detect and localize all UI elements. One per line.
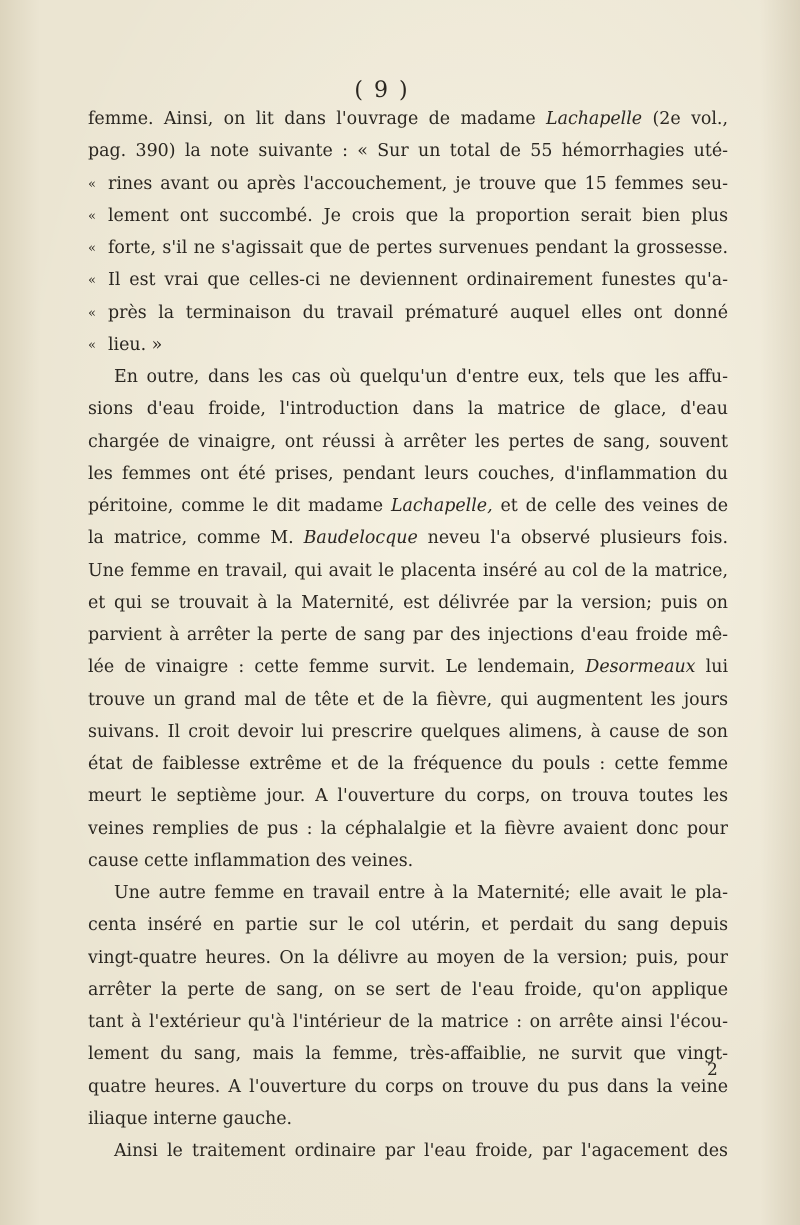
- text-run: les femmes ont été prises, pendant leurs couches, d'inflammation du: [88, 463, 728, 484]
- text-run: lement du sang, mais la femme, très-affaiblie, ne survit que vingt-: [88, 1044, 728, 1065]
- text-run: lement ont succombé. Je crois que la proportion serait bien plus: [108, 205, 728, 226]
- text-run: (2e vol.,: [642, 109, 728, 129]
- italic-name: Lachapelle: [546, 109, 643, 129]
- text-run: parvient à arrêter la perte de sang par des injections d'eau froide mê-: [88, 625, 728, 645]
- quote-mark: «: [88, 241, 96, 256]
- text-run: vingt-quatre heures. On la délivre au moyen de la version; puis, pour: [88, 947, 728, 968]
- text-line: [88, 103, 728, 135]
- text-line: [88, 780, 728, 812]
- text-line: [88, 716, 728, 748]
- text-line: [88, 426, 728, 458]
- text-line: [88, 845, 728, 877]
- quote-mark: «: [88, 305, 96, 321]
- text-line: [88, 329, 728, 361]
- text-run: et de celle des veines de: [492, 496, 728, 516]
- text-line: [88, 393, 728, 425]
- text-run: chargée de vinaigre, ont réussi à arrêter les pertes de sang, souvent: [88, 431, 728, 452]
- italic-name: Lachapelle,: [391, 496, 493, 516]
- quote-mark: «: [88, 208, 96, 224]
- text-line: [88, 522, 728, 554]
- text-line: [88, 813, 728, 845]
- text-run: meurt le septième jour. A l'ouverture du corps, on trouva toutes les: [88, 786, 728, 807]
- quote-mark: «: [88, 176, 96, 192]
- text-line: [88, 490, 728, 522]
- italic-name: Baudelocque: [303, 528, 418, 549]
- text-run: neveu l'a observé plusieurs fois.: [417, 528, 728, 549]
- text-run: Il est vrai que celles-ci ne deviennent ordinairement funestes qu'a-: [108, 270, 728, 291]
- text-run: et qui se trouvait à la Maternité, est délivrée par la version; puis on: [88, 592, 728, 613]
- text-line: [88, 909, 728, 941]
- text-line: [88, 555, 728, 587]
- text-run: état de faiblesse extrême et de la fréquence du pouls : cette femme: [88, 754, 728, 774]
- text-run: Ainsi le traitement ordinaire par l'eau froide, par l'agacement des: [114, 1141, 728, 1161]
- text-run: sions d'eau froide, l'introduction dans la matrice de glace, d'eau: [88, 399, 728, 420]
- text-line: [88, 361, 728, 393]
- text-run: quatre heures. A l'ouverture du corps on trouve du pus dans la veine: [88, 1076, 728, 1097]
- text-line: [88, 135, 728, 167]
- text-line: [88, 684, 728, 716]
- text-line: [88, 168, 728, 200]
- text-line: [88, 1006, 728, 1038]
- text-run: péritoine, comme le dit madame: [88, 496, 391, 516]
- text-run: Une autre femme en travail entre à la Maternité; elle avait le pla-: [114, 883, 728, 903]
- text-run: En outre, dans les cas où quelqu'un d'entre eux, tels que les affu-: [114, 367, 728, 387]
- page-number: ( 9 ): [354, 78, 410, 103]
- text-run: cause cette inflammation des veines.: [88, 850, 414, 871]
- text-line: [88, 1103, 728, 1135]
- text-line: [88, 619, 728, 651]
- text-run: femme. Ainsi, on lit dans l'ouvrage de madame: [88, 109, 547, 129]
- text-line: [88, 748, 728, 780]
- italic-name: Desormeaux: [585, 657, 696, 678]
- text-run: pag. 390) la note suivante : « Sur un total de 55 hémorrhagies uté-: [88, 141, 728, 162]
- text-line: [88, 587, 728, 619]
- text-line: [88, 200, 728, 232]
- text-run: lieu. »: [108, 334, 163, 355]
- text-run: Une femme en travail, qui avait le placenta inséré au col de la matrice,: [88, 560, 728, 581]
- text-run: arrêter la perte de sang, on se sert de l'eau froide, qu'on applique: [88, 979, 728, 1000]
- text-run: centa inséré en partie sur le col utérin, et perdait du sang depuis: [88, 915, 728, 936]
- text-line: [88, 232, 728, 264]
- text-line: [88, 651, 728, 683]
- quote-mark: «: [88, 337, 96, 353]
- text-line: [88, 264, 728, 296]
- text-run: trouve un grand mal de tête et de la fièvre, qui augmentent les jours: [88, 689, 728, 710]
- text-run: près la terminaison du travail prématuré auquel elles ont donné: [108, 302, 728, 323]
- text-run: suivans. Il croit devoir lui prescrire quelques alimens, à cause de son: [88, 721, 728, 742]
- text-run: lée de vinaigre : cette femme survit. Le lendemain,: [88, 657, 586, 678]
- text-line: [88, 942, 728, 974]
- text-run: rines avant ou après l'accouchement, je trouve que 15 femmes seu-: [108, 173, 728, 194]
- text-run: tant à l'extérieur qu'à l'intérieur de la matrice : on arrête ainsi l'écou-: [88, 1012, 728, 1032]
- text-run: lui: [695, 657, 728, 678]
- text-line: [88, 458, 728, 490]
- text-line: [88, 1071, 728, 1103]
- text-line: [88, 297, 728, 329]
- text-run: veines remplies de pus : la céphalalgie et la fièvre avaient donc pour: [88, 818, 728, 839]
- body-text: [88, 103, 728, 1167]
- text-run: la matrice, comme M.: [88, 528, 304, 549]
- text-line: [88, 1135, 728, 1167]
- signature-mark: 2: [707, 1060, 718, 1080]
- text-run: forte, s'il ne s'agissait que de pertes survenues pendant la grossesse.: [108, 238, 728, 258]
- text-line: [88, 1038, 728, 1070]
- text-line: [88, 974, 728, 1006]
- text-run: iliaque interne gauche.: [88, 1108, 293, 1129]
- quote-mark: «: [88, 273, 96, 289]
- text-line: [88, 877, 728, 909]
